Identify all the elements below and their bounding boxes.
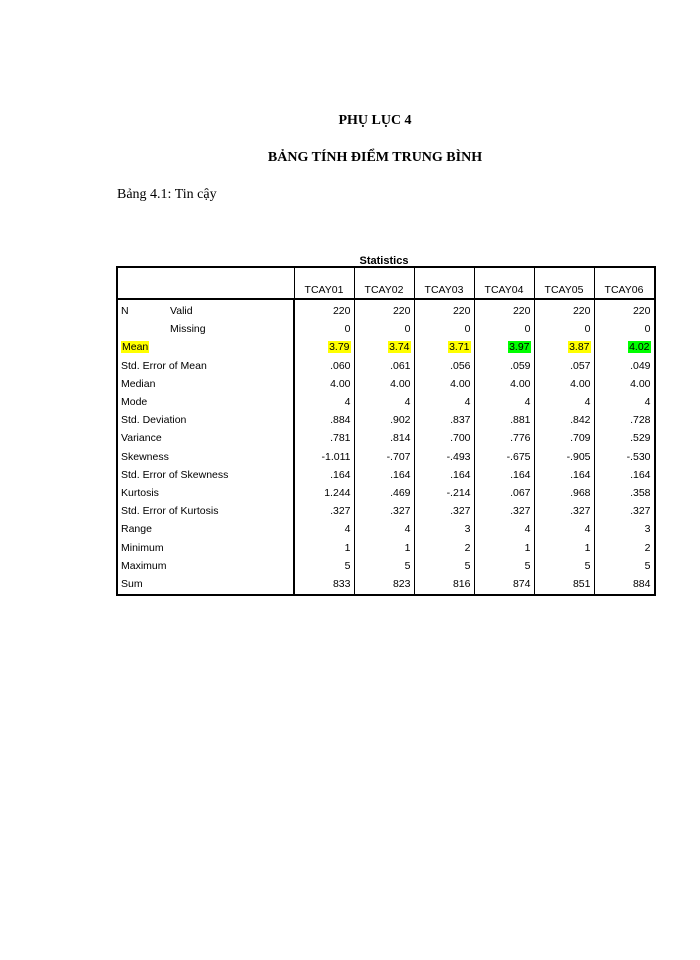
std-error-of-skewness-cell: .164: [414, 466, 474, 484]
empty-label: [117, 320, 167, 338]
table-row-std-error-of-skewness: [117, 466, 655, 484]
std-deviation-cell: .728: [594, 411, 655, 429]
table-row-std-error-of-mean: [117, 357, 655, 375]
kurtosis-cell: -.214: [414, 484, 474, 502]
std-error-of-mean-cell: .060: [294, 357, 354, 375]
table-row-mode: [117, 393, 655, 411]
table-row-std-error-of-kurtosis: [117, 502, 655, 520]
median-cell: 4.00: [294, 375, 354, 393]
table-row-sum: [117, 575, 655, 595]
mode-cell: 4: [534, 393, 594, 411]
missing-label: Missing: [170, 323, 206, 336]
sum-cell: 833: [294, 575, 354, 595]
median-cell: 4.00: [414, 375, 474, 393]
mean-value-highlight: 3.97: [509, 341, 530, 354]
kurtosis-cell: .968: [534, 484, 594, 502]
missing-cell: 0: [354, 320, 414, 338]
column-header-tcay06: TCAY06: [594, 267, 655, 299]
std-error-of-kurtosis-cell: .327: [534, 502, 594, 520]
kurtosis-cell: .358: [594, 484, 655, 502]
appendix-title: PHỤ LỤC 4: [338, 113, 412, 128]
column-header-tcay03: TCAY03: [414, 267, 474, 299]
std-deviation-cell: .881: [474, 411, 534, 429]
minimum-cell: 1: [294, 538, 354, 556]
std-error-of-mean-cell: .049: [594, 357, 655, 375]
skewness-label: Skewness: [121, 450, 169, 463]
minimum-cell: 2: [594, 538, 655, 556]
skewness-cell: -.707: [354, 448, 414, 466]
table-row-range: [117, 520, 655, 538]
variance-label: Variance: [121, 432, 162, 445]
mode-cell: 4: [474, 393, 534, 411]
sum-cell: 816: [414, 575, 474, 595]
range-cell: 3: [594, 520, 655, 538]
maximum-cell: 5: [474, 557, 534, 575]
minimum-cell: 1: [474, 538, 534, 556]
column-header-tcay04: TCAY04: [474, 267, 534, 299]
mean-cell: [294, 338, 354, 356]
std-error-of-mean-cell: .059: [474, 357, 534, 375]
mean-cell: [414, 338, 474, 356]
range-label: Range: [121, 523, 152, 536]
mean-value-highlight: 3.71: [449, 341, 470, 354]
variance-cell: .709: [534, 429, 594, 447]
mean-label: [117, 338, 294, 356]
mean-cell: [534, 338, 594, 356]
column-header-tcay01: TCAY01: [294, 267, 354, 299]
std-error-of-kurtosis-label: Std. Error of Kurtosis: [121, 505, 219, 518]
sum-cell: 874: [474, 575, 534, 595]
header-row: [117, 267, 655, 299]
n-label: N: [121, 305, 129, 318]
mean-value-highlight: 3.79: [329, 341, 350, 354]
minimum-label: Minimum: [121, 541, 164, 554]
maximum-label: Maximum: [121, 559, 167, 572]
std-error-of-skewness-cell: .164: [594, 466, 655, 484]
table-row-missing: [117, 320, 655, 338]
statistics-table: [116, 266, 656, 596]
std-error-of-skewness-label: Std. Error of Skewness: [121, 468, 229, 481]
range-cell: 4: [294, 520, 354, 538]
table-row-minimum: [117, 538, 655, 556]
variance-cell: .781: [294, 429, 354, 447]
valid-cell: 220: [474, 299, 534, 320]
table-title: BẢNG TÍNH ĐIỂM TRUNG BÌNH: [267, 150, 483, 165]
missing-cell: 0: [474, 320, 534, 338]
maximum-cell: 5: [294, 557, 354, 575]
maximum-cell: 5: [354, 557, 414, 575]
minimum-cell: 1: [354, 538, 414, 556]
missing-cell: 0: [594, 320, 655, 338]
maximum-cell: 5: [534, 557, 594, 575]
missing-cell: 0: [294, 320, 354, 338]
std-error-of-skewness-cell: .164: [354, 466, 414, 484]
kurtosis-cell: .067: [474, 484, 534, 502]
mode-cell: 4: [294, 393, 354, 411]
mean-label-text: Mean: [122, 341, 149, 354]
column-header-tcay05: TCAY05: [534, 267, 594, 299]
skewness-cell: -1.011: [294, 448, 354, 466]
mode-cell: 4: [414, 393, 474, 411]
variance-cell: .529: [594, 429, 655, 447]
median-cell: 4.00: [594, 375, 655, 393]
std-error-of-kurtosis-cell: .327: [354, 502, 414, 520]
skewness-cell: -.530: [594, 448, 655, 466]
sum-label: Sum: [121, 577, 143, 590]
variance-cell: .776: [474, 429, 534, 447]
mode-cell: 4: [594, 393, 655, 411]
std-error-of-mean-cell: .057: [534, 357, 594, 375]
variance-cell: .700: [414, 429, 474, 447]
median-cell: 4.00: [354, 375, 414, 393]
mean-value-highlight: 3.74: [389, 341, 410, 354]
table-row-valid: [117, 299, 655, 320]
skewness-cell: -.675: [474, 448, 534, 466]
table-row-skewness: [117, 448, 655, 466]
kurtosis-cell: .469: [354, 484, 414, 502]
valid-cell: 220: [594, 299, 655, 320]
std-error-of-kurtosis-cell: .327: [474, 502, 534, 520]
table-row-kurtosis: [117, 484, 655, 502]
mode-cell: 4: [354, 393, 414, 411]
range-cell: 4: [354, 520, 414, 538]
valid-label: Valid: [170, 305, 193, 318]
std-deviation-label: Std. Deviation: [121, 414, 187, 427]
table-row-mean: [117, 338, 655, 356]
minimum-cell: 1: [534, 538, 594, 556]
std-error-of-skewness-cell: .164: [474, 466, 534, 484]
sum-cell: 851: [534, 575, 594, 595]
sum-cell: 884: [594, 575, 655, 595]
mean-cell: [594, 338, 655, 356]
missing-cell: 0: [534, 320, 594, 338]
median-cell: 4.00: [474, 375, 534, 393]
mean-value-highlight: 3.87: [569, 341, 590, 354]
sum-cell: 823: [354, 575, 414, 595]
maximum-cell: 5: [594, 557, 655, 575]
minimum-cell: 2: [414, 538, 474, 556]
range-cell: 4: [474, 520, 534, 538]
variance-cell: .814: [354, 429, 414, 447]
mode-label: Mode: [121, 396, 148, 409]
valid-cell: 220: [354, 299, 414, 320]
std-deviation-cell: .902: [354, 411, 414, 429]
std-error-of-kurtosis-cell: .327: [414, 502, 474, 520]
mean-value-highlight: 4.02: [629, 341, 650, 354]
std-deviation-cell: .842: [534, 411, 594, 429]
table-row-std-deviation: [117, 411, 655, 429]
maximum-cell: 5: [414, 557, 474, 575]
missing-cell: 0: [414, 320, 474, 338]
statistics-title: Statistics: [359, 255, 409, 267]
skewness-cell: -.905: [534, 448, 594, 466]
mean-cell: [354, 338, 414, 356]
median-label: Median: [121, 377, 156, 390]
skewness-cell: -.493: [414, 448, 474, 466]
header-corner: [117, 267, 294, 299]
range-cell: 4: [534, 520, 594, 538]
std-error-of-mean-cell: .056: [414, 357, 474, 375]
valid-cell: 220: [414, 299, 474, 320]
table-row-variance: [117, 429, 655, 447]
table-row-maximum: [117, 557, 655, 575]
std-error-of-skewness-cell: .164: [294, 466, 354, 484]
kurtosis-label: Kurtosis: [121, 486, 159, 499]
std-deviation-cell: .884: [294, 411, 354, 429]
table-row-median: [117, 375, 655, 393]
range-cell: 3: [414, 520, 474, 538]
valid-cell: 220: [534, 299, 594, 320]
std-deviation-cell: .837: [414, 411, 474, 429]
std-error-of-kurtosis-cell: .327: [594, 502, 655, 520]
column-header-tcay02: TCAY02: [354, 267, 414, 299]
std-error-of-kurtosis-cell: .327: [294, 502, 354, 520]
kurtosis-cell: 1.244: [294, 484, 354, 502]
std-error-of-skewness-cell: .164: [534, 466, 594, 484]
table-caption: Bảng 4.1: Tin cậy: [117, 187, 217, 202]
mean-cell: [474, 338, 534, 356]
valid-cell: 220: [294, 299, 354, 320]
std-error-of-mean-cell: .061: [354, 357, 414, 375]
median-cell: 4.00: [534, 375, 594, 393]
std-error-of-mean-label: Std. Error of Mean: [121, 359, 207, 372]
